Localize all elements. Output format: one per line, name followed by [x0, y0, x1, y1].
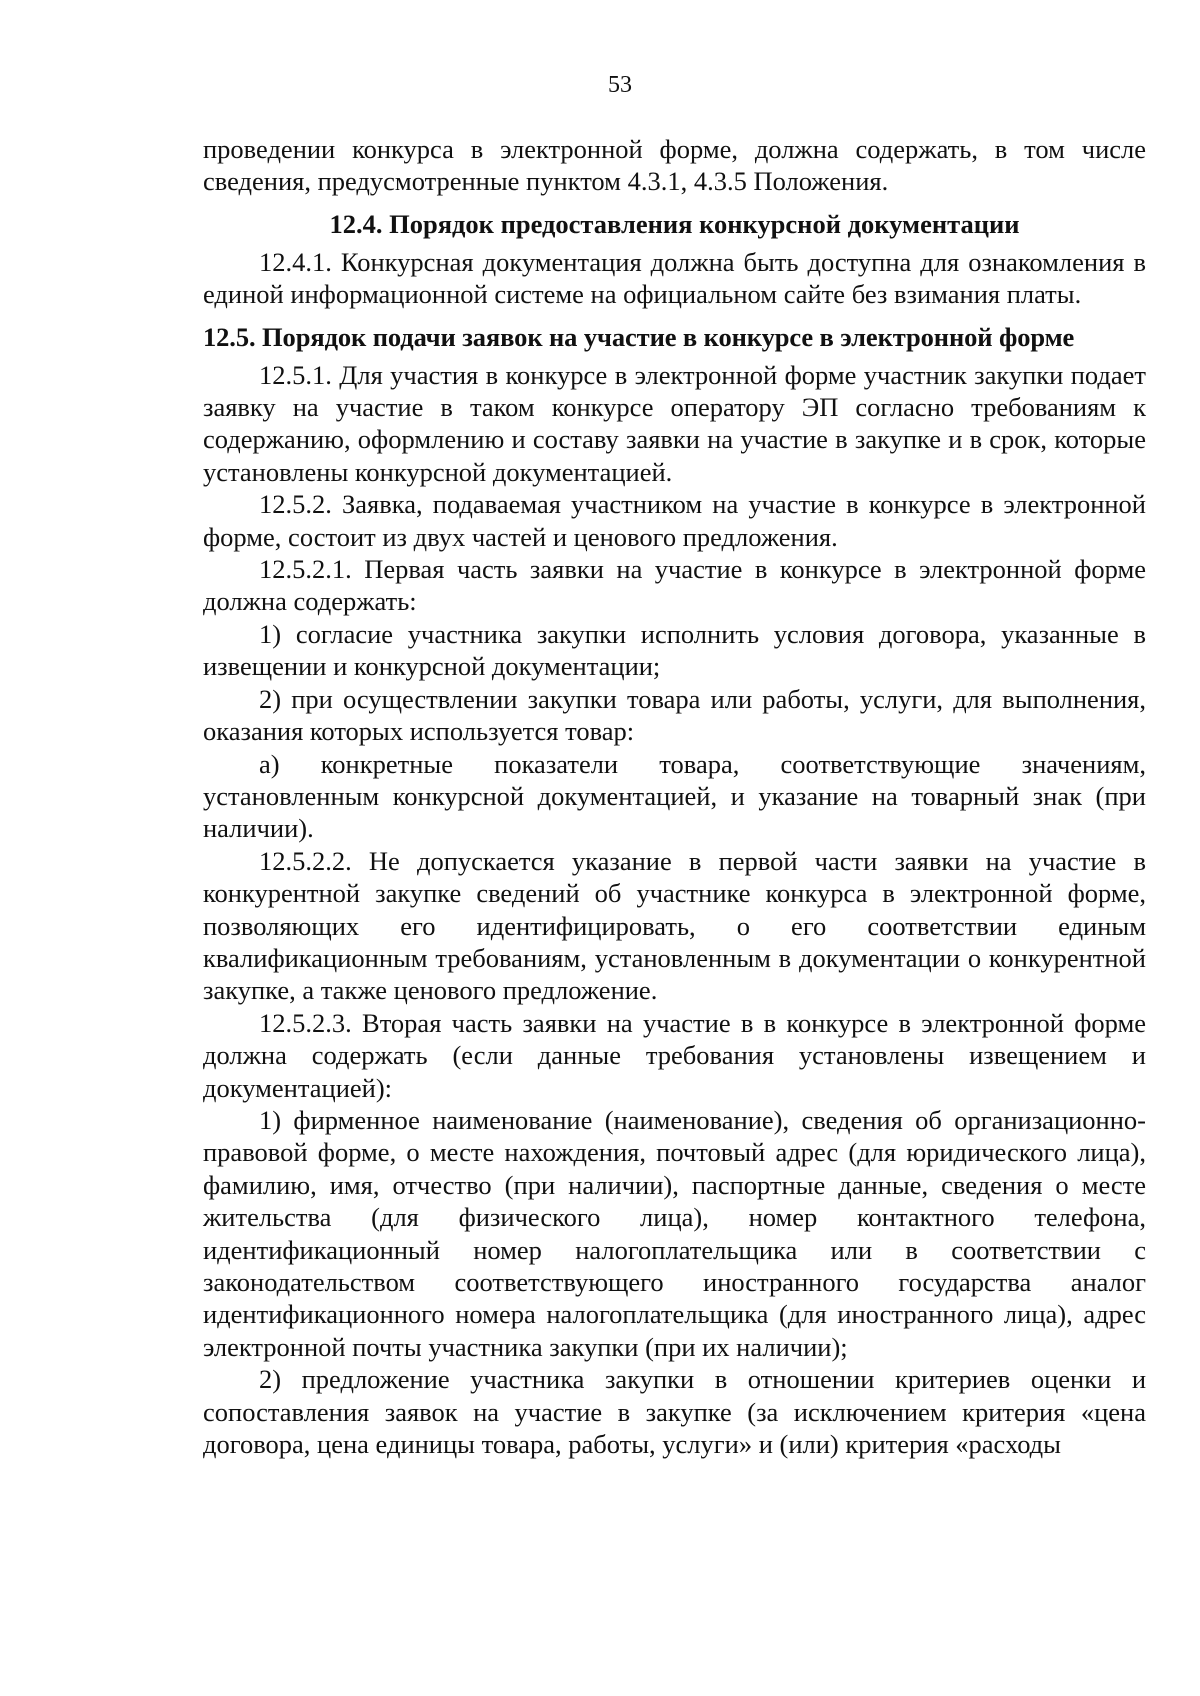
list-item-consent: 1) согласие участника закупки исполнить условия договора, указанные в извещении и конкурсной документации;	[203, 618, 1146, 682]
section-heading-12-4: 12.4. Порядок предоставления конкурсной документации	[329, 208, 1020, 239]
list-item-goods-purchase: 2) при осуществлении закупки товара или работы, услуги, для выполнения, оказания которых используется товар:	[203, 683, 1146, 747]
paragraph-12-5-1: 12.5.1. Для участия в конкурсе в электронной форме участник закупки подает заявку на участие в таком конкурсе оператору ЭП согласно требованиям к содержанию, оформлению и составу заявки на участие в закупке и в срок, которые установлены конкурсной документацией.	[203, 359, 1146, 487]
paragraph-12-4-1: 12.4.1. Конкурсная документация должна быть доступна для ознакомления в единой информационной системе на официальном сайте без взимания платы.	[203, 246, 1146, 310]
list-item-company-details: 1) фирменное наименование (наименование), сведения об организационно-правовой форме, о месте нахождения, почтовый адрес (для юридического лица), фамилию, имя, отчество (при наличии), паспортные данные, сведения о месте жительства (для физического лица), номер контактного телефона, идентификационный номер налогоплательщика или в соответствии с законодательством соответствующего иностранного государства аналог идентификационного номера налогоплательщика (для иностранного лица), адрес электронной почты участника закупки (при их наличии);	[203, 1104, 1146, 1362]
paragraph-12-5-2-2: 12.5.2.2. Не допускается указание в первой части заявки на участие в конкурентной закупке сведений об участнике конкурса в электронной форме, позволяющих его идентифицировать, о его соответствии единым квалификационным требованиям, установленным в документации о конкурентной закупке, а также ценового предложение.	[203, 845, 1146, 1006]
list-item-criteria-proposal: 2) предложение участника закупки в отношении критериев оценки и сопоставления заявок на участие в закупке (за исключением критерия «цена договора, цена единицы товара, работы, услуги» и (или) критерия «расходы	[203, 1364, 1146, 1460]
page-number: 53	[608, 72, 632, 98]
page-content	[203, 133, 1146, 1460]
list-subitem-goods-indicators: а) конкретные показатели товара, соответствующие значениям, установленным конкурсной документацией, и указание на товарный знак (при наличии).	[203, 748, 1146, 844]
paragraph-continuation: проведении конкурса в электронной форме, должна содержать, в том числе сведения, предусмотренные пунктом 4.3.1, 4.3.5 Положения.	[203, 134, 1146, 197]
paragraph-12-5-2: 12.5.2. Заявка, подаваемая участником на участие в конкурсе в электронной форме, состоит из двух частей и ценового предложения.	[203, 489, 1146, 552]
section-heading-12-5: 12.5. Порядок подачи заявок на участие в конкурсе в электронной форме	[203, 321, 1075, 352]
paragraph-12-5-2-1: 12.5.2.1. Первая часть заявки на участие в конкурсе в электронной форме должна содержать:	[203, 554, 1146, 617]
paragraph-12-5-2-3: 12.5.2.3. Вторая часть заявки на участие в в конкурсе в электронной форме должна содержать (если данные требования установлены извещением и документацией):	[203, 1007, 1146, 1103]
